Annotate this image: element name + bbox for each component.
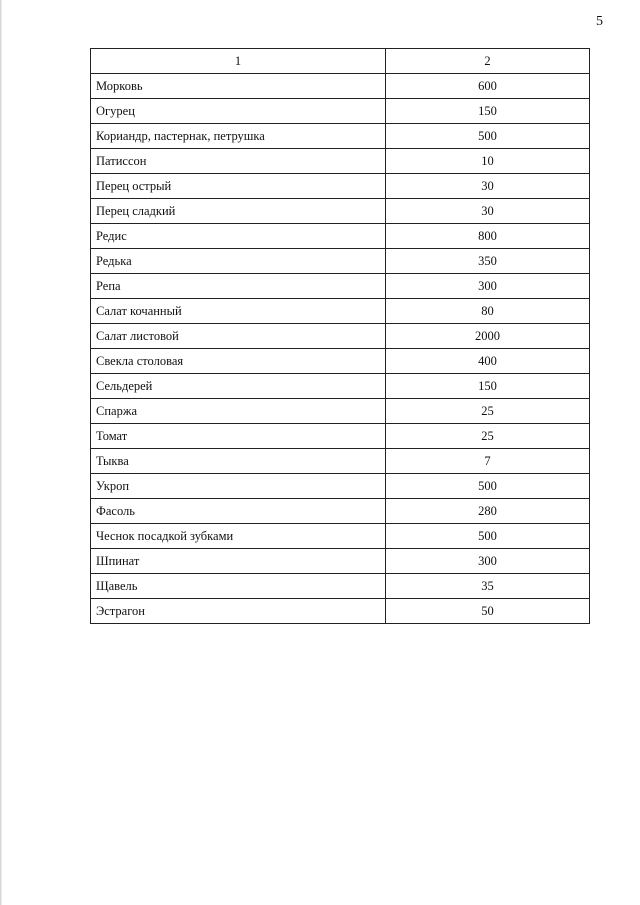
table-row: [91, 274, 590, 299]
row-name-cell: Сельдерей: [91, 374, 386, 399]
table-row: [91, 324, 590, 349]
row-value-cell: 280: [386, 499, 590, 524]
row-name-cell: Перец сладкий: [91, 199, 386, 224]
row-value-cell: 25: [386, 399, 590, 424]
row-name-cell: Салат листовой: [91, 324, 386, 349]
row-value-cell: 800: [386, 224, 590, 249]
table-row: [91, 174, 590, 199]
table-row: [91, 549, 590, 574]
table-row: [91, 99, 590, 124]
row-value-cell: 150: [386, 99, 590, 124]
row-name-cell: Репа: [91, 274, 386, 299]
row-value-cell: 7: [386, 449, 590, 474]
table-row: [91, 74, 590, 99]
data-table: [90, 48, 590, 624]
column-header-2: 2: [386, 49, 590, 74]
table-row: [91, 399, 590, 424]
row-value-cell: 600: [386, 74, 590, 99]
page-number: 5: [596, 14, 603, 29]
table-row: [91, 299, 590, 324]
row-value-cell: 300: [386, 549, 590, 574]
row-value-cell: 10: [386, 149, 590, 174]
table-body: [91, 74, 590, 624]
row-value-cell: 500: [386, 124, 590, 149]
row-value-cell: 30: [386, 174, 590, 199]
row-name-cell: Кориандр, пастернак, петрушка: [91, 124, 386, 149]
table-row: [91, 474, 590, 499]
row-name-cell: Томат: [91, 424, 386, 449]
row-name-cell: Шпинат: [91, 549, 386, 574]
row-name-cell: Щавель: [91, 574, 386, 599]
row-value-cell: 50: [386, 599, 590, 624]
table-row: [91, 349, 590, 374]
table-row: [91, 149, 590, 174]
row-value-cell: 30: [386, 199, 590, 224]
table-header-row: [91, 49, 590, 74]
row-value-cell: 350: [386, 249, 590, 274]
table-row: [91, 249, 590, 274]
row-value-cell: 500: [386, 474, 590, 499]
row-name-cell: Перец острый: [91, 174, 386, 199]
table-row: [91, 124, 590, 149]
table-row: [91, 199, 590, 224]
row-value-cell: 300: [386, 274, 590, 299]
row-name-cell: Редька: [91, 249, 386, 274]
row-value-cell: 400: [386, 349, 590, 374]
row-name-cell: Морковь: [91, 74, 386, 99]
row-value-cell: 500: [386, 524, 590, 549]
table-row: [91, 524, 590, 549]
row-value-cell: 35: [386, 574, 590, 599]
row-value-cell: 150: [386, 374, 590, 399]
table-row: [91, 374, 590, 399]
table-row: [91, 574, 590, 599]
table-row: [91, 449, 590, 474]
row-name-cell: Патиссон: [91, 149, 386, 174]
row-name-cell: Свекла столовая: [91, 349, 386, 374]
table-row: [91, 599, 590, 624]
row-name-cell: Салат кочанный: [91, 299, 386, 324]
row-name-cell: Огурец: [91, 99, 386, 124]
column-header-1: 1: [91, 49, 386, 74]
row-name-cell: Чеснок посадкой зубками: [91, 524, 386, 549]
row-name-cell: Укроп: [91, 474, 386, 499]
row-value-cell: 25: [386, 424, 590, 449]
row-name-cell: Редис: [91, 224, 386, 249]
row-value-cell: 2000: [386, 324, 590, 349]
row-name-cell: Тыква: [91, 449, 386, 474]
table-row: [91, 499, 590, 524]
row-name-cell: Эстрагон: [91, 599, 386, 624]
row-name-cell: Фасоль: [91, 499, 386, 524]
table-row: [91, 424, 590, 449]
page-edge-shadow: [0, 0, 2, 905]
table-row: [91, 224, 590, 249]
row-value-cell: 80: [386, 299, 590, 324]
row-name-cell: Спаржа: [91, 399, 386, 424]
